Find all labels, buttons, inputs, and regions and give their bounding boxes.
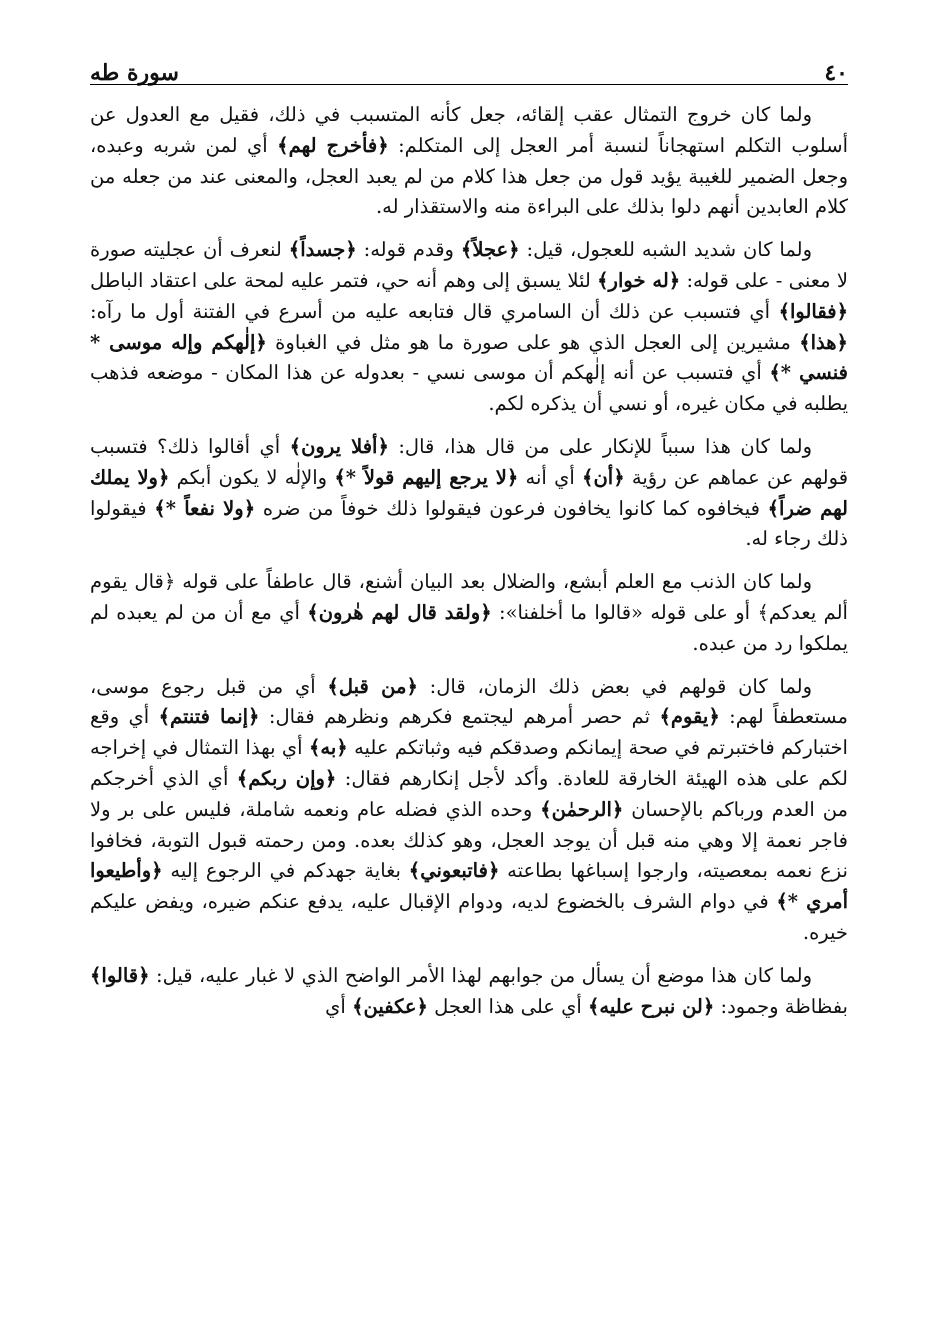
commentary-text: فيقولوا ذلك رجاء له. [90,496,848,551]
commentary-text: أي من قبل رجوع موسى، مستعطفاً لهم: [90,674,848,729]
quran-quote: ﴿عجلاً﴾ [460,238,520,262]
quran-quote: ﴿ولا يملك لهم ضراً﴾ [90,465,848,520]
commentary-text: ولما كان هذا سبباً للإنكار على من قال هذا، قال: [388,434,812,458]
quran-quote: ﴿لا يرجع إليهم قولاً *﴾ [334,465,519,489]
page-body [90,100,848,1022]
quran-quote: ﴿أن﴾ [582,465,625,489]
commentary-text: أي أقالوا ذلك؟ فتسبب قولهم عن عماهم عن رؤية [90,434,849,489]
paragraph [90,672,848,949]
quran-quote: ﴿فاتبعوني﴾ [408,859,500,883]
commentary-text: أي الذي أخرجكم من العدم ورباكم بالإحسان [90,766,848,821]
commentary-text: فيخافوه كما كانوا يخافون فرعون فيقولوا ذلك خوفاً من ضره [255,496,768,520]
quran-quote: ﴿إلٰهكم وإله موسى * فنسي *﴾ [90,330,848,385]
quran-quote: ﴿به﴾ [308,736,348,760]
commentary-text: ولما كان شديد الشبه للعجول، قيل: [519,238,812,262]
header-rule [90,84,848,85]
quran-quote: ﴿أفلا يرون﴾ [289,434,389,458]
quran-quote: ﴿فقالوا﴾ [778,299,848,323]
commentary-text: ثم حصر أمرهم ليجتمع فكرهم ونظرهم فقال: [259,705,660,729]
commentary-text: أي فتسبب عن ذلك أن السامري قال فتابعه عليه من أسرع في الفتنة أول ما رآه: [90,299,779,323]
commentary-text: بغاية جهدكم في الرجوع إليه [162,859,409,883]
paragraph [90,432,848,555]
quran-quote: ﴿من قبل﴾ [327,674,418,698]
quran-quote: ﴿هذا﴾ [799,330,848,354]
commentary-text: وحده الذي فضله عام ونعمه شاملة، فليس على بر ولا فاجر نعمة إلا وهي منه قبل أن يوجد العجل، وهو كذلك بعده. ومن رحمته قبول التوبة، فخافوا نزع نعمه بمعصيته، وارجوا إسباغها بطاعته [90,797,848,883]
quran-quote: ﴿يقوم﴾ [659,705,720,729]
commentary-text: ولما كان الذنب مع العلم أبشع، والضلال بعد البيان أشنع، قال عاطفاً على قوله ﴿قال يقوم ألم يعدكم﴾ أو على قوله «قالوا ما أخلفنا»: [90,570,848,624]
quran-quote: ﴿إنما فتنتم﴾ [158,705,260,729]
quran-quote: ﴿الرحمٰن﴾ [540,797,624,821]
commentary-text: أي مع أن من لم يعبده لم يملكوا رد من عبده. [90,600,848,655]
quran-quote: ﴿له خوار﴾ [597,268,681,292]
surah-title: سورة طه [90,60,179,86]
page-header [90,42,848,84]
commentary-text: أي أنه [518,465,583,489]
commentary-text: أي على هذا العجل [427,994,588,1018]
commentary-text: بفظاظة وجمود: [714,994,848,1018]
paragraph [90,100,848,223]
page-number: ٤٠ [824,60,848,86]
commentary-text: ولما كان هذا موضع أن يسأل من جوابهم لهذا الأمر الواضح الذي لا غبار عليه، قيل: [149,963,812,987]
quran-quote: ﴿وأطيعوا أمري *﴾ [90,859,848,914]
quran-quote: ﴿لن نبرح عليه﴾ [588,994,715,1018]
commentary-text: أي بهذا التمثال في إخراجه لكم على هذه الهيئة الخارقة للعادة. وأكد لأجل إنكارهم فقال: [90,736,848,790]
quran-quote: ﴿وإن ربكم﴾ [236,766,337,790]
quran-quote: ﴿ولقد قال لهم هٰرون﴾ [307,600,492,624]
quran-quote: ﴿فأخرج لهم﴾ [277,133,389,157]
quran-quote: ﴿ولا نفعاً *﴾ [154,496,256,520]
commentary-text: أي لمن شربه وعبده، وجعل الضمير للغيبة يؤيد قول من جعل هذا كلام من لم يعبد العجل، والمعنى عند من جعله من كلام العابدين أنهم دلوا بذلك على البراءة منه والاستقذار له. [90,133,848,219]
paragraph [90,961,848,1023]
commentary-text: ولما كان خروج التمثال عقب إلقائه، جعل كأنه المتسبب في ذلك، فقيل مع العدول عن أسلوب التكلم استهجاناً لنسبة أمر العجل إلى المتكلم: [90,103,848,157]
quran-quote: ﴿جسداً﴾ [288,238,357,262]
paragraph [90,567,848,659]
quran-quote: ﴿عكفين﴾ [352,994,428,1018]
commentary-text: في دوام الشرف بالخضوع لديه، ودوام الإقبال عليه، يدفع عنكم ضيره، ويفض عليكم خيره. [90,890,848,944]
commentary-text: لنعرف أن عجليته صورة لا معنى - على قوله: [90,238,848,292]
paragraph [90,235,848,420]
commentary-text: أي فتسبب عن أنه إلٰهكم أن موسى نسي - بعدوله عن هذا المكان - موضعه فذهب يطلبه في مكان غيره، أو نسي أن يذكره لكم. [90,361,848,416]
commentary-text: والإلٰه لا يكون أبكم [169,465,335,489]
commentary-text: مشيرين إلى العجل الذي هو على صورة ما هو مثل في الغباوة [266,330,800,354]
commentary-text: أي وقع اختباركم فاختبرتم في صحة إيمانكم وصدقكم فيه وثباتكم عليه [90,705,848,760]
quran-quote: ﴿قالوا﴾ [90,963,150,987]
commentary-text: ولما كان قولهم في بعض ذلك الزمان، قال: [417,674,812,698]
commentary-text: لئلا يسبق إلى وهم أنه حي، فتمر عليه لمحة على اعتقاد الباطل [90,268,598,292]
commentary-text: وقدم قوله: [356,238,461,262]
commentary-text: أي [325,994,353,1018]
